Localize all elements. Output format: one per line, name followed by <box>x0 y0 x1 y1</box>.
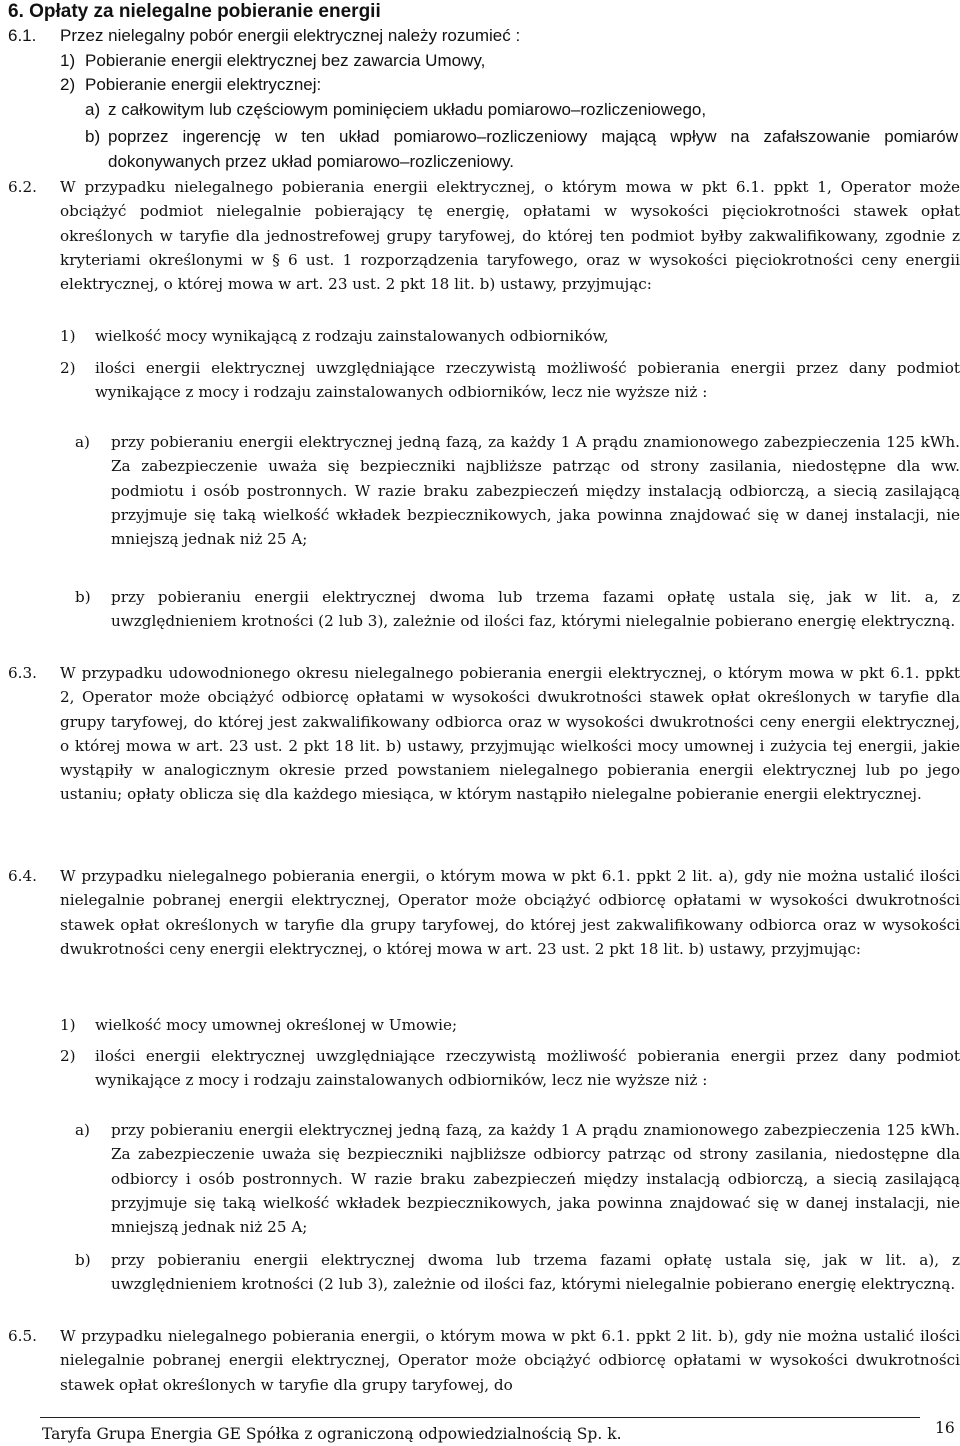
section-6-4-item-1: wielkość mocy umownej określonej w Umowie; <box>95 1016 458 1034</box>
section-6-2-item-a: przy pobieraniu energii elektrycznej jedną fazą, za każdy 1 A prądu znamionowego zabezpieczenia 125 kWh. Za zabezpieczenie uważa się bezpieczniki najbliższe patrząc od strony zasilania, niedostępne dla ww. podmiotu i osób postronnych. W razie braku zabezpieczeń między instalacją odbiorczą, a siecią zasilającą przyjmuje się taką wielkość wkładek bezpiecznikowych, jaka powinna znajdować się w danej instalacji, nie mniejszą jednak niż 25 A; <box>111 433 960 549</box>
section-6-2-number: 6.2. <box>8 178 37 196</box>
section-6-2-item-1: wielkość mocy wynikającą z rodzaju zainstalowanych odbiorników, <box>95 327 609 345</box>
section-6-4-item-b: przy pobieraniu energii elektrycznej dwoma lub trzema fazami opłatę ustala się, jak w lit. a), z uwzględnieniem krotności (2 lub 3), zależnie od ilości faz, którymi nielegalnie pobierano energię elektryczną. <box>111 1251 960 1294</box>
section-6-1-item-b-marker: b) <box>85 127 101 146</box>
footer-divider <box>40 1417 920 1418</box>
section-6-1-item-a: z całkowitym lub częściowym pominięciem układu pomiarowo–rozliczeniowego, <box>108 100 707 119</box>
section-heading: 6. Opłaty za nielegalne pobieranie energii <box>8 1 381 22</box>
section-6-2-body: W przypadku nielegalnego pobierania energii elektrycznej, o którym mowa w pkt 6.1. ppkt 1, Operator może obciążyć podmiot nielegalnie pobierający tę energię, opłatami w wysokości pięciokrotności stawek opłat określonych w taryfie dla jednostrefowej grupy taryfowej, do której ten podmiot byłby zakwalifikowany, zgodnie z kryteriami określonymi w § 6 ust. 1 rozporządzenia taryfowego, oraz w wysokości pięciokrotności ceny energii elektrycznej, o której mowa w art. 23 ust. 2 pkt 18 lit. b) ustawy, przyjmując: <box>60 178 960 294</box>
section-6-4-item-a: przy pobieraniu energii elektrycznej jedną fazą, za każdy 1 A prądu znamionowego zabezpieczenia 125 kWh. Za zabezpieczenie uważa się bezpieczniki najbliższe odbiorcy patrząc od strony zasilania, niedostępne dla odbiorcy i osób postronnych. W razie braku zabezpieczeń między instalacją odbiorczą, a siecią zasilającą przyjmuje się taką wielkość wkładek bezpiecznikowych, jaka powinna znajdować się w danej instalacji, nie mniejszą jednak niż 25 A; <box>111 1121 960 1237</box>
section-6-1-number: 6.1. <box>8 26 37 45</box>
section-6-1-item-1: Pobieranie energii elektrycznej bez zawarcia Umowy, <box>85 51 486 70</box>
section-6-1-item-2-marker: 2) <box>60 75 76 94</box>
section-6-2-item-1-marker: 1) <box>60 327 76 345</box>
footer-company-name: Taryfa Grupa Energia GE Spółka z ograniczoną odpowiedzialnością Sp. k. <box>42 1425 622 1443</box>
section-6-2-item-b: przy pobieraniu energii elektrycznej dwoma lub trzema fazami opłatę ustala się, jak w lit. a, z uwzględnieniem krotności (2 lub 3), zależnie od ilości faz, którymi nielegalnie pobierano energię elektryczną. <box>111 588 960 631</box>
section-6-5-body: W przypadku nielegalnego pobierania energii, o którym mowa w pkt 6.1. ppkt 2 lit. b), gdy nie można ustalić ilości nielegalnie pobranej energii elektrycznej, Operator może obciążyć odbiorcę opłatami w wysokości dwukrotności stawek opłat określonych w taryfie dla grupy taryfowej, do <box>60 1327 960 1394</box>
section-6-5-number: 6.5. <box>8 1327 37 1345</box>
section-6-4-item-2: ilości energii elektrycznej uwzględniające rzeczywistą możliwość pobierania energii przez dany podmiot wynikające z mocy i rodzaju zainstalowanych odbiorników, lecz nie wyższe niż : <box>95 1047 960 1090</box>
section-6-1-item-a-marker: a) <box>85 100 101 119</box>
section-6-2-item-2: ilości energii elektrycznej uwzględniające rzeczywistą możliwość pobierania energii przez dany podmiot wynikające z mocy i rodzaju zainstalowanych odbiorników, lecz nie wyższe niż : <box>95 359 960 402</box>
section-6-4-item-a-marker: a) <box>75 1121 90 1139</box>
section-6-1-item-2: Pobieranie energii elektrycznej: <box>85 75 322 94</box>
section-6-2-item-a-marker: a) <box>75 433 90 451</box>
section-6-4-body: W przypadku nielegalnego pobierania energii, o którym mowa w pkt 6.1. ppkt 2 lit. a), gdy nie można ustalić ilości nielegalnie pobranej energii elektrycznej, Operator może obciążyć odbiorcę opłatami w wysokości dwukrotności stawek opłat określonych w taryfie dla grupy taryfowej, do której jest zakwalifikowany odbiorca oraz w wysokości dwukrotności ceny energii elektrycznej, o której mowa w art. 23 ust. 2 pkt 18 lit. b) ustawy, przyjmując: <box>60 867 960 958</box>
section-6-2-item-2-marker: 2) <box>60 359 76 377</box>
section-6-3-body: W przypadku udowodnionego okresu nielegalnego pobierania energii elektrycznej, o którym mowa w pkt 6.1. ppkt 2, Operator może obciążyć odbiorcę opłatami w wysokości dwukrotności stawek opłat określonych w taryfie dla grupy taryfowej, do której jest zakwalifikowany odbiorca oraz w wysokości dwukrotności ceny energii elektrycznej, o której mowa w art. 23 ust. 2 pkt 18 lit. b) ustawy, przyjmując wielkości mocy umownej i zużycia tej energii, jakie wystąpiły w analogicznym okresie przed powstaniem nielegalnego pobierania energii elektrycznej lub po jego ustaniu; opłaty oblicza się dla każdego miesiąca, w którym nastąpiło nielegalne pobieranie energii elektrycznej. <box>60 664 960 804</box>
section-6-1-intro: Przez nielegalny pobór energii elektrycznej należy rozumieć : <box>60 26 521 45</box>
section-6-2-item-b-marker: b) <box>75 588 91 606</box>
section-6-1-item-1-marker: 1) <box>60 51 76 70</box>
page-number: 16 <box>935 1419 955 1437</box>
section-6-4-item-1-marker: 1) <box>60 1016 76 1034</box>
section-6-4-number: 6.4. <box>8 867 37 885</box>
section-6-1-item-b: poprzez ingerencję w ten układ pomiarowo–rozliczeniowy mającą wpływ na zafałszowanie pomiarów dokonywanych przez układ pomiarowo–rozliczeniowy. <box>108 127 958 171</box>
section-6-3-number: 6.3. <box>8 664 37 682</box>
section-6-4-item-b-marker: b) <box>75 1251 91 1269</box>
section-6-4-item-2-marker: 2) <box>60 1047 76 1065</box>
